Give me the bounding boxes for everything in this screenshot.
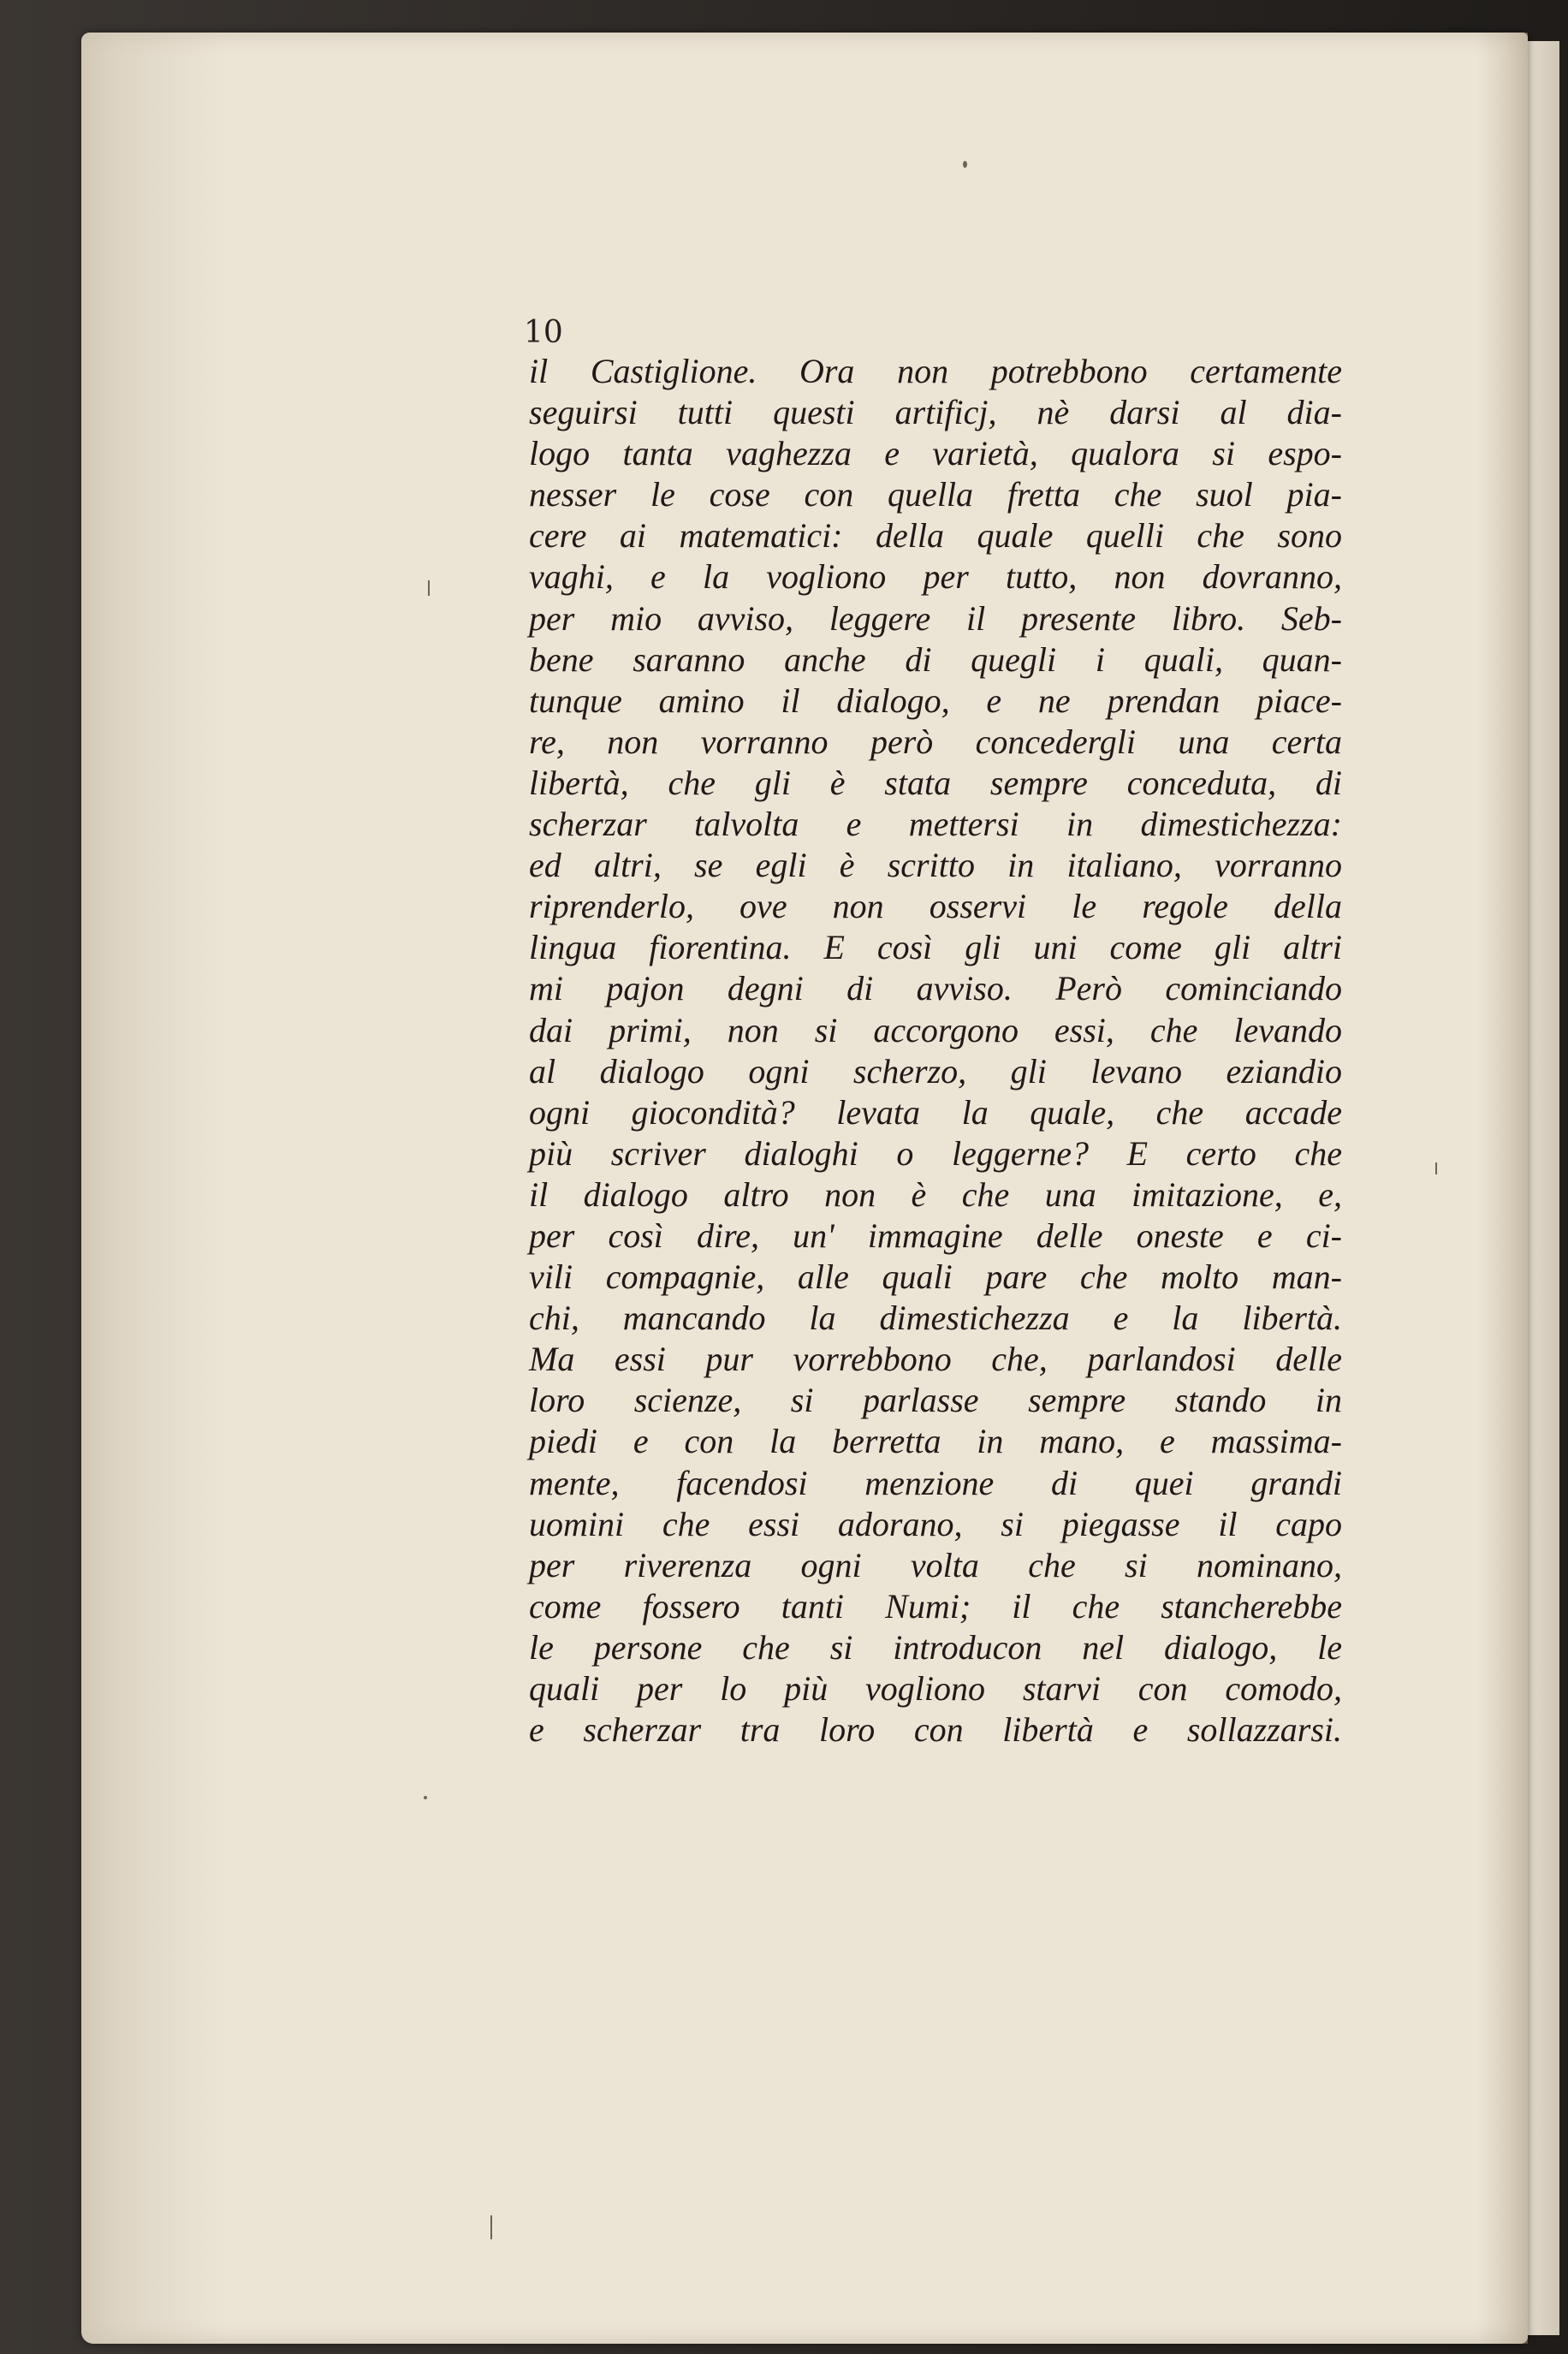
text-line: Ma essi pur vorrebbono che, parlandosi delle — [529, 1340, 1342, 1379]
text-line: ed altri, se egli è scritto in italiano, vorranno — [529, 846, 1342, 885]
text-line: riprenderlo, ove non osservi le regole della — [529, 887, 1342, 926]
text-line: per mio avviso, leggere il presente libro. Seb- — [529, 598, 1342, 638]
text-line: il Castiglione. Ora non potrebbono certamente — [529, 352, 1342, 390]
text-line: re, non vorranno però concedergli una certa — [529, 722, 1342, 761]
text-line: mente, facendosi menzione di quei grandi — [529, 1463, 1342, 1502]
text-line: al dialogo ogni scherzo, gli levano eziandio — [529, 1051, 1342, 1091]
text-line: mi pajon degni di avviso. Però cominciando — [529, 969, 1342, 1008]
text-line: scherzar talvolta e mettersi in dimestichezza: — [529, 805, 1342, 844]
text-line: seguirsi tutti questi artificj, nè darsi al dia- — [529, 393, 1342, 432]
paper-mark — [1435, 1162, 1437, 1174]
text-line: tunque amino il dialogo, e ne prendan piace- — [529, 681, 1342, 720]
text-line: più scriver dialoghi o leggerne? E certo che — [529, 1133, 1342, 1173]
text-line: lingua fiorentina. E così gli uni come gli altri — [529, 928, 1342, 967]
text-line: dai primi, non si accorgono essi, che levando — [529, 1010, 1342, 1049]
paper-mark — [428, 580, 430, 596]
text-line: vaghi, e la vogliono per tutto, non dovranno, — [529, 557, 1342, 597]
text-line: piedi e con la berretta in mano, e massima- — [529, 1422, 1342, 1461]
paper-speck — [963, 161, 967, 168]
text-line: ogni giocondità? levata la quale, che accade — [529, 1092, 1342, 1132]
body-text — [529, 351, 1342, 1751]
text-line: chi, mancando la dimestichezza e la libertà. — [529, 1299, 1342, 1338]
text-line: loro scienze, si parlasse sempre stando in — [529, 1381, 1342, 1420]
text-line: logo tanta vaghezza e varietà, qualora si espo- — [529, 434, 1342, 473]
text-line: vili compagnie, alle quali pare che molto man- — [529, 1257, 1342, 1297]
text-line: per così dire, un' immagine delle oneste e ci- — [529, 1216, 1342, 1255]
text-line: bene saranno anche di quegli i quali, quan- — [529, 639, 1342, 679]
text-line: e scherzar tra loro con libertà e sollazzarsi. — [529, 1710, 1342, 1750]
text-line: il dialogo altro non è che una imitazione, e, — [529, 1174, 1342, 1214]
text-line: per riverenza ogni volta che si nominano, — [529, 1545, 1342, 1584]
text-line: uomini che essi adorano, si piegasse il capo — [529, 1504, 1342, 1543]
text-line: libertà, che gli è stata sempre conceduta, di — [529, 763, 1342, 802]
text-line: le persone che si introducon nel dialogo, le — [529, 1627, 1342, 1667]
text-line: cere ai matematici: della quale quelli che sono — [529, 516, 1342, 556]
paper-speck — [424, 1796, 427, 1799]
text-line: come fossero tanti Numi; il che stancherebbe — [529, 1586, 1342, 1626]
paper-mark — [490, 2215, 492, 2239]
text-line: nesser le cose con quella fretta che suol pia- — [529, 475, 1342, 514]
page-number: 10 — [524, 315, 563, 350]
text-line: quali per lo più vogliono starvi con comodo, — [529, 1669, 1342, 1708]
